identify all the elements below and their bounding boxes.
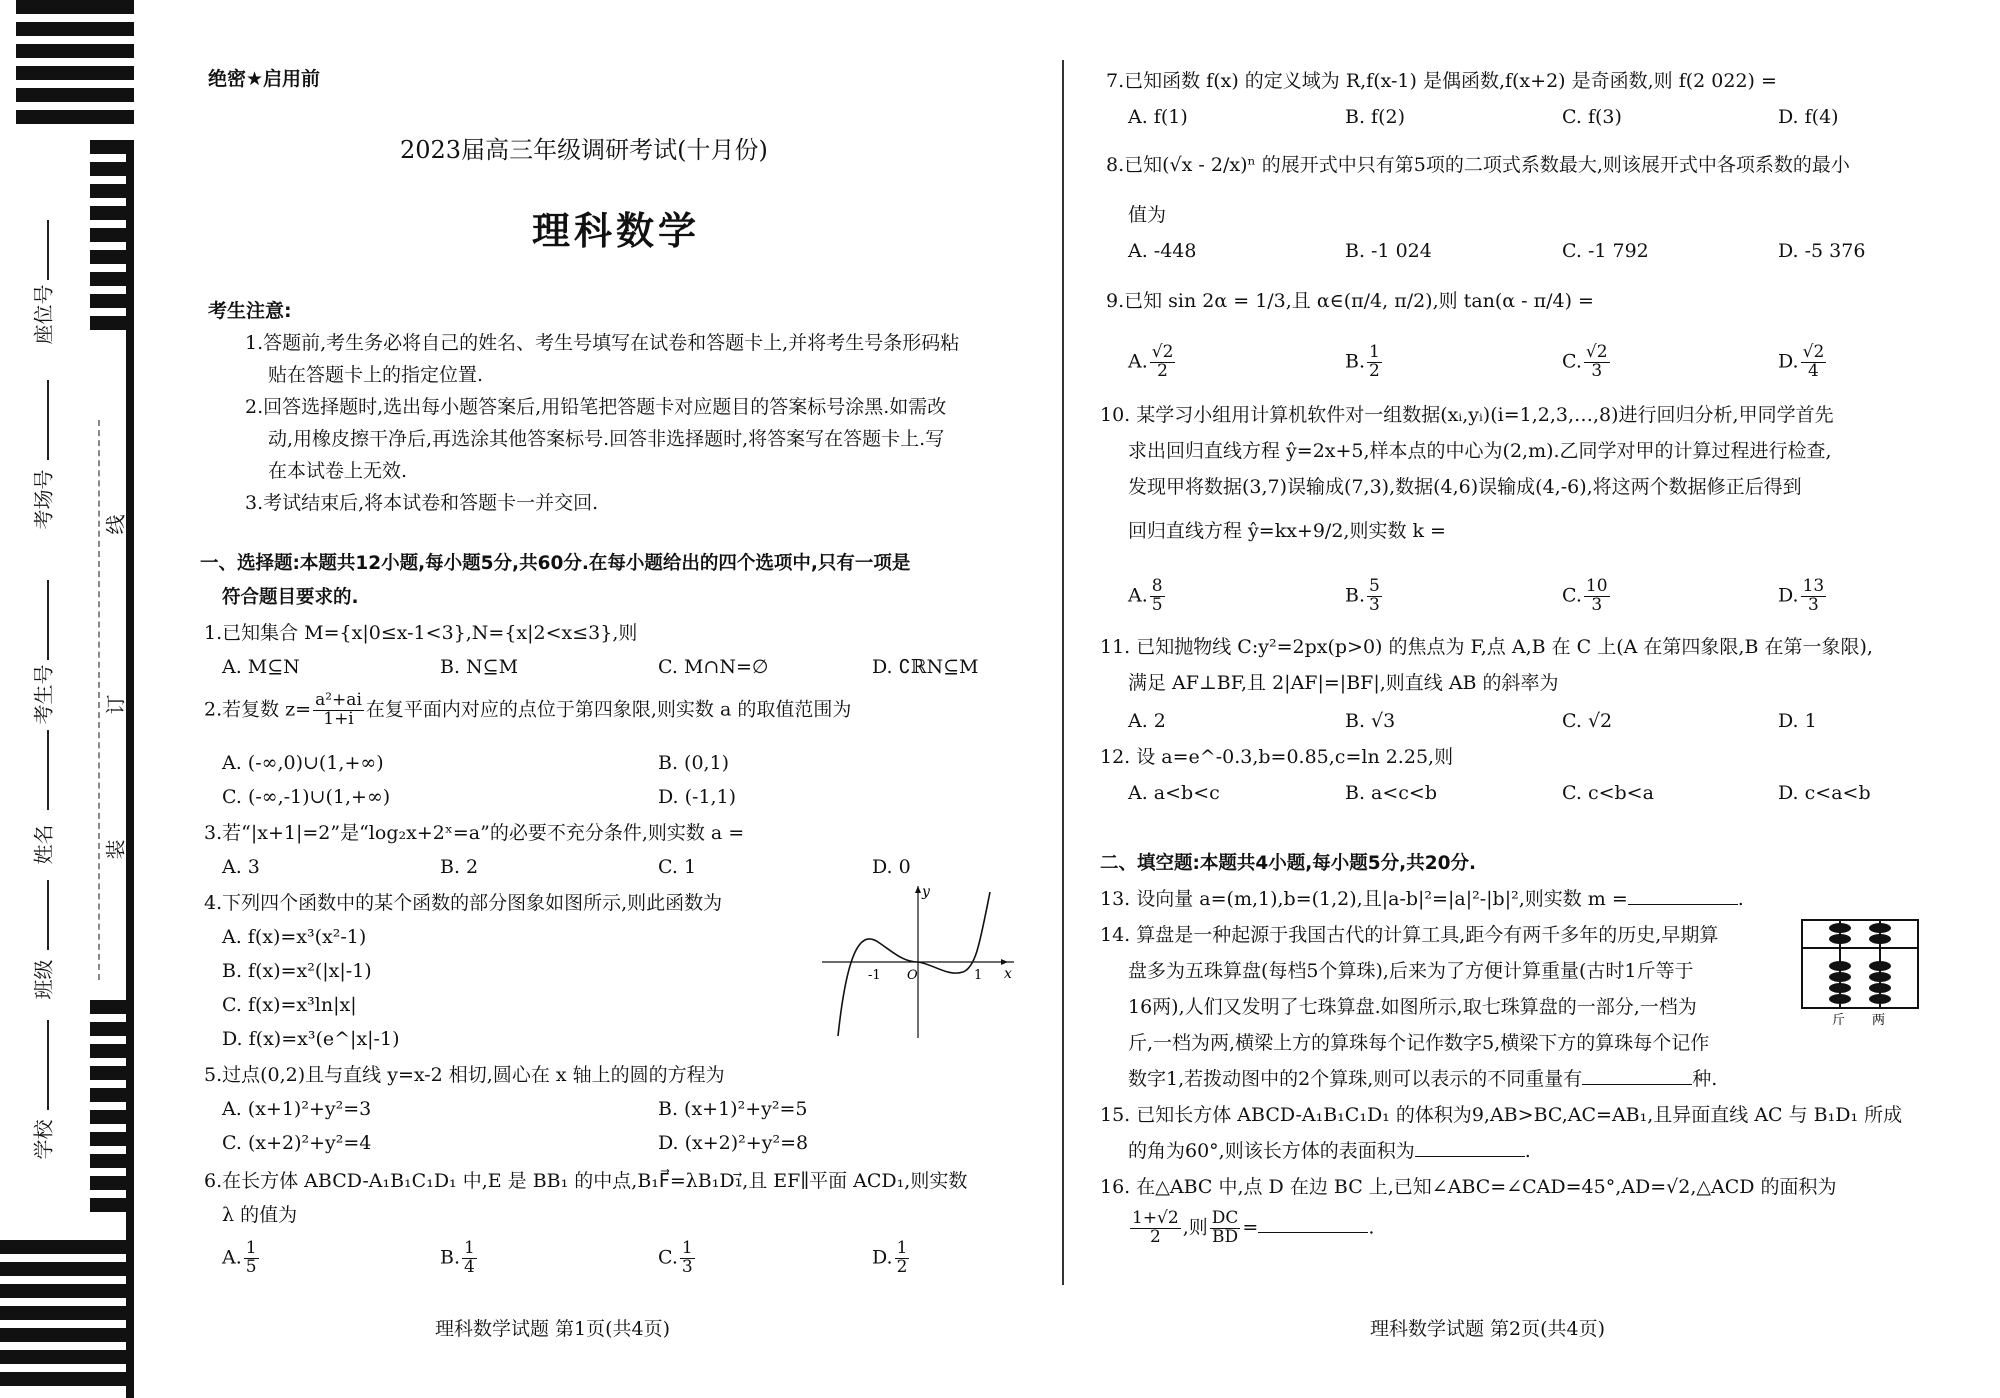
q10-option-a-label: A.: [1128, 584, 1148, 607]
examinee-number-label: 考生号: [31, 664, 56, 725]
q10-option-d-label: D.: [1778, 584, 1799, 607]
abacus-figure: [1800, 918, 1920, 1028]
q8-stem-cont: 值为: [1128, 204, 1167, 226]
abacus-label-jin: 斤: [1832, 1013, 1846, 1028]
notice-line: 动,用橡皮擦干净后,再选涂其他答案标号.回答非选择题时,将答案写在答题卡上.写: [268, 428, 945, 450]
q16-ratio-den: BD: [1212, 1226, 1239, 1247]
q14-tail: 种.: [1692, 1068, 1718, 1090]
q11-option-a: A. 2: [1128, 710, 1166, 732]
q16-area-num: 1+√2: [1132, 1208, 1179, 1228]
q10-option-a-frac: [1150, 578, 1165, 615]
q8-option-d: D. -5 376: [1778, 240, 1866, 262]
q7-option-a: A. f(1): [1128, 106, 1188, 128]
q4-tick-neg: -1: [868, 968, 881, 983]
notice-line: 在本试卷上无效.: [268, 460, 408, 482]
q3-option-b: B. 2: [440, 856, 479, 878]
q6-option-c-frac: [680, 1240, 695, 1277]
q11-option-d: D. 1: [1778, 710, 1817, 732]
q15-stem: 15. 已知长方体 ABCD-A₁B₁C₁D₁ 的体积为9,AB>BC,AC=AB₁,且异面直线 AC 与 B₁D₁ 所成: [1100, 1104, 1903, 1126]
q10-stem-cont: 求出回归直线方程 ŷ=2x+5,样本点的中心为(2,m).乙同学对甲的计算过程进行检查,: [1128, 440, 1832, 462]
left-footer: 理科数学试题 第1页(共4页): [435, 1318, 671, 1340]
q9-option-a-num: √2: [1151, 342, 1174, 362]
q9-option-b-label: B.: [1345, 350, 1366, 373]
q2-fraction: [313, 692, 364, 729]
abacus-bead: [1869, 983, 1891, 993]
q11-option-c: C. √2: [1562, 710, 1613, 732]
q6-stem-cont: λ 的值为: [222, 1204, 298, 1226]
q6-option-a-label: A.: [222, 1246, 242, 1269]
notice-line: 1.答题前,考生务必将自己的姓名、考生号填写在试卷和答题卡上,并将考生号条形码粘: [245, 332, 960, 354]
abacus-bead: [1869, 961, 1891, 971]
q4-y-label: y: [922, 884, 930, 900]
q10-option-d: [1778, 578, 1828, 615]
q16-area-frac: [1130, 1210, 1181, 1247]
q10-stem-cont: 回归直线方程 ŷ=kx+9/2,则实数 k =: [1128, 520, 1446, 542]
q4-origin: O: [907, 968, 918, 983]
q4-option-d: D. f(x)=x³(e^|x|-1): [222, 1028, 400, 1050]
q6-option-b-frac: [462, 1240, 477, 1277]
notice-heading: 考生注意:: [208, 300, 292, 322]
page-divider: [1062, 60, 1064, 1285]
cut-label-ding: 订: [103, 694, 128, 715]
q9-option-b: [1345, 344, 1384, 381]
binding-strip: [0, 0, 135, 1398]
q7-option-c: C. f(3): [1562, 106, 1622, 128]
q1-option-c: C. M∩N=∅: [658, 656, 769, 678]
seat-number-label: 座位号: [31, 284, 56, 345]
q10-option-c-label: C.: [1562, 584, 1582, 607]
q10-option-c: [1562, 578, 1612, 615]
q9-option-a-label: A.: [1128, 350, 1148, 373]
abacus-label-liang: 两: [1872, 1013, 1886, 1028]
q4-option-b: B. f(x)=x²(|x|-1): [222, 960, 372, 982]
q6-option-b-num: 1: [464, 1238, 475, 1258]
cut-label-zhuang: 装: [103, 839, 128, 860]
q16-ratio-num: DC: [1211, 1208, 1239, 1228]
q6-option-d-frac: [895, 1240, 910, 1277]
q10-stem: 10. 某学习小组用计算机软件对一组数据(xᵢ,yᵢ)(i=1,2,3,…,8)进行回归分析,甲同学首先: [1100, 404, 1834, 426]
abacus-frame: [1802, 920, 1918, 1008]
q12-option-d: D. c<a<b: [1778, 782, 1871, 804]
right-page: [1100, 0, 1930, 1398]
q9-stem: 9.已知 sin 2α = 1/3,且 α∈(π/4, π/2),则 tan(α - π/4) =: [1106, 290, 1594, 312]
q10-option-b-label: B.: [1345, 584, 1366, 607]
q15-answer-blank: [1415, 1140, 1525, 1157]
q4-x-label: x: [1004, 966, 1012, 982]
notice-line: 3.考试结束后,将本试卷和答题卡一并交回.: [245, 492, 599, 514]
q9-option-b-den: 2: [1369, 360, 1380, 381]
q5-option-d: D. (x+2)²+y²=8: [658, 1132, 809, 1154]
q4-stem: 4.下列四个函数中的某个函数的部分图象如图所示,则此函数为: [204, 892, 723, 914]
class-label: 班级: [31, 959, 56, 1000]
q12-option-b: B. a<c<b: [1345, 782, 1438, 804]
q8-option-b: B. -1 024: [1345, 240, 1432, 262]
q10-option-c-num: 10: [1585, 576, 1608, 596]
q6-option-c-den: 3: [681, 1256, 693, 1277]
q8-stem: 8.已知(√x - 2/x)ⁿ 的展开式中只有第5项的二项式系数最大,则该展开式中各项系数的最小: [1106, 154, 1850, 176]
q6-stem: 6.在长方体 ABCD-A₁B₁C₁D₁ 中,E 是 BB₁ 的中点,B₁F⃗=λB₁D₁⃗,且 EF∥平面 ACD₁,则实数: [204, 1170, 968, 1192]
q1-option-a: A. M⊆N: [222, 656, 300, 678]
q9-option-c-label: C.: [1562, 350, 1582, 373]
q10-option-a: [1128, 578, 1167, 615]
q2-option-d: D. (-1,1): [658, 786, 737, 808]
q4-option-c: C. f(x)=x³ln|x|: [222, 994, 357, 1016]
q14-text: 数字1,若拨动图中的2个算珠,则可以表示的不同重量有: [1128, 1068, 1583, 1090]
q2-frac-num: a²+ai: [315, 690, 362, 710]
q6-option-a: [222, 1240, 261, 1277]
q15-stem-cont: 的角为60°,则该长方体的表面积为 .: [1128, 1140, 1531, 1162]
q12-option-c: C. c<b<a: [1562, 782, 1654, 804]
abacus-bead: [1869, 994, 1891, 1004]
q4-function-graph: [818, 882, 1018, 1042]
q3-option-d: D. 0: [872, 856, 911, 878]
q6-option-c-label: C.: [658, 1246, 678, 1269]
q16-stem: 16. 在△ABC 中,点 D 在边 BC 上,已知∠ABC=∠CAD=45°,AD=√2,△ACD 的面积为: [1100, 1176, 1837, 1198]
q2-option-b: B. (0,1): [658, 752, 730, 774]
q9-option-a-den: 2: [1157, 360, 1168, 381]
q6-option-d-den: 2: [896, 1256, 908, 1277]
q8-option-a: A. -448: [1128, 240, 1197, 262]
section1-heading: 一、选择题:本题共12小题,每小题5分,共60分.在每小题给出的四个选项中,只有一项是: [200, 553, 911, 574]
secret-mark: 绝密★启用前: [208, 68, 321, 90]
abacus-bead: [1829, 983, 1851, 993]
q5-option-b: B. (x+1)²+y²=5: [658, 1098, 808, 1120]
q11-option-b: B. √3: [1345, 710, 1396, 732]
q9-option-b-num: 1: [1369, 342, 1380, 362]
abacus-bead: [1829, 994, 1851, 1004]
q2-frac-den: 1+i: [323, 708, 354, 729]
q14-answer-blank: [1582, 1068, 1692, 1085]
q9-option-d-den: 4: [1808, 360, 1819, 381]
q7-option-b: B. f(2): [1345, 106, 1405, 128]
q14-stem-cont: 斤,一档为两,横梁上方的算珠每个记作数字5,横梁下方的算珠每个记作: [1128, 1032, 1710, 1054]
q10-stem-cont: 发现甲将数据(3,7)误输成(7,3),数据(4,6)误输成(4,-6),将这两个数据修正后得到: [1128, 476, 1802, 498]
q6-option-a-num: 1: [245, 1238, 257, 1258]
q14-stem-cont: 16两),人们又发明了七珠算盘.如图所示,取七珠算盘的一部分,一档为: [1128, 996, 1697, 1018]
q12-stem: 12. 设 a=e^-0.3,b=0.85,c=ln 2.25,则: [1100, 746, 1454, 768]
abacus-bead: [1869, 972, 1891, 982]
q13-stem: 13. 设向量 a=(m,1),b=(1,2),且|a-b|²=|a|²-|b|²,则实数 m = .: [1100, 888, 1744, 910]
q5-stem: 5.过点(0,2)且与直线 y=x-2 相切,圆心在 x 轴上的圆的方程为: [204, 1064, 725, 1086]
notice-line: 贴在答题卡上的指定位置.: [268, 364, 484, 386]
abacus-bead: [1829, 972, 1851, 982]
q14-stem-cont: 盘多为五珠算盘(每档5个算珠),后来为了方便计算重量(古时1斤等于: [1128, 960, 1694, 982]
q14-stem: 14. 算盘是一种起源于我国古代的计算工具,距今有两千多年的历史,早期算: [1100, 924, 1719, 946]
q1-stem: 1.已知集合 M={x|0≤x-1<3},N={x|2<x≤3},则: [204, 622, 638, 644]
section2-heading: 二、填空题:本题共4小题,每小题5分,共20分.: [1100, 853, 1476, 874]
q9-option-d-frac: [1801, 344, 1827, 381]
q9-option-b-frac: [1367, 344, 1382, 381]
q10-option-b-num: 5: [1369, 576, 1380, 596]
section1-heading-cont: 符合题目要求的.: [222, 587, 359, 608]
q4-option-a: A. f(x)=x³(x²-1): [222, 926, 367, 948]
q2-option-a: A. (-∞,0)∪(1,+∞): [222, 752, 384, 774]
q16-area-den: 2: [1149, 1226, 1161, 1247]
q9-option-a-frac: [1150, 344, 1176, 381]
q10-option-c-frac: [1584, 578, 1610, 615]
subject-title: 理科数学: [532, 209, 701, 253]
abacus-bead: [1829, 961, 1851, 971]
q2-stem-post: 在复平面内对应的点位于第四象限,则实数 a 的取值范围为: [365, 698, 852, 721]
q3-option-c: C. 1: [658, 856, 697, 878]
abacus-bead: [1829, 934, 1851, 944]
school-label: 学校: [31, 1119, 56, 1160]
abacus-bead: [1869, 923, 1891, 933]
name-label: 姓名: [31, 824, 56, 865]
q6-option-d-num: 1: [896, 1238, 908, 1258]
q10-option-d-num: 13: [1802, 576, 1825, 596]
q1-option-b: B. N⊆M: [440, 656, 519, 678]
q9-option-d-num: √2: [1802, 342, 1825, 362]
q9-option-c-frac: [1584, 344, 1610, 381]
q6-option-b-den: 4: [464, 1256, 475, 1277]
exam-title: 2023届高三年级调研考试(十月份): [400, 136, 768, 164]
q9-option-c-num: √2: [1585, 342, 1608, 362]
q10-option-b-den: 3: [1369, 594, 1380, 615]
q9-option-c: [1562, 344, 1612, 381]
q10-option-b-frac: [1367, 578, 1382, 615]
q2-stem: [204, 692, 851, 729]
q9-option-c-den: 3: [1591, 360, 1603, 381]
q6-option-a-frac: [244, 1240, 259, 1277]
q10-option-a-num: 8: [1151, 576, 1163, 596]
q7-option-d: D. f(4): [1778, 106, 1839, 128]
q4-curve: [838, 892, 990, 1036]
q9-option-d: [1778, 344, 1828, 381]
q13-text: 13. 设向量 a=(m,1),b=(1,2),且|a-b|²=|a|²-|b|²,则实数 m =: [1100, 888, 1628, 910]
q16-tail: =: [1242, 1216, 1259, 1239]
q10-option-d-den: 3: [1808, 594, 1819, 615]
q16-mid: ,则: [1182, 1216, 1208, 1239]
q10-option-a-den: 5: [1151, 594, 1163, 615]
q6-option-d-label: D.: [872, 1246, 893, 1269]
q16-stem-cont: $\frac{1+√2}{2}$ ,则 $\frac{DC}{BD}$ = .: [1132, 1208, 1375, 1247]
q14-stem-cont: [1128, 1068, 1717, 1092]
q10-option-b: [1345, 578, 1384, 615]
q2-stem-pre: 2.若复数 z=: [204, 698, 312, 721]
right-footer: 理科数学试题 第2页(共4页): [1370, 1318, 1606, 1340]
q3-stem: 3.若“|x+1|=2”是“log₂x+2ˣ=a”的必要不充分条件,则实数 a =: [204, 822, 745, 844]
q4-tick-pos: 1: [974, 968, 983, 983]
q6-option-b-label: B.: [440, 1246, 461, 1269]
notice-line: 2.回答选择题时,选出每小题答案后,用铅笔把答题卡对应题目的答案标号涂黑.如需改: [245, 396, 947, 418]
q13-answer-blank: [1628, 888, 1738, 905]
q10-option-d-frac: [1801, 578, 1827, 615]
q6-option-b: [440, 1240, 479, 1277]
q1-option-d: D. ∁ℝN⊆M: [872, 656, 979, 678]
abacus-bead: [1829, 923, 1851, 933]
q15-text: 的角为60°,则该长方体的表面积为: [1128, 1140, 1415, 1162]
room-number-label: 考场号: [31, 469, 56, 530]
abacus-bead: [1869, 934, 1891, 944]
q4-y-arrow: [915, 886, 921, 893]
left-page: [200, 0, 1040, 1398]
q16-ratio-frac: [1210, 1210, 1241, 1247]
q11-stem-cont: 满足 AF⊥BF,且 2|AF|=|BF|,则直线 AB 的斜率为: [1128, 672, 1559, 694]
q8-option-c: C. -1 792: [1562, 240, 1649, 262]
cut-label-xian: 线: [103, 514, 128, 535]
q12-option-a: A. a<b<c: [1128, 782, 1220, 804]
q5-option-c: C. (x+2)²+y²=4: [222, 1132, 372, 1154]
q4-x-arrow: [1001, 959, 1008, 965]
q3-option-a: A. 3: [222, 856, 260, 878]
q16-answer-blank: [1258, 1216, 1368, 1233]
q11-stem: 11. 已知抛物线 C:y²=2px(p>0) 的焦点为 F,点 A,B 在 C 上(A 在第四象限,B 在第一象限),: [1100, 636, 1873, 658]
q2-option-c: C. (-∞,-1)∪(1,+∞): [222, 786, 391, 808]
q6-option-a-den: 5: [245, 1256, 257, 1277]
q6-option-d: [872, 1240, 911, 1277]
q6-option-c: [658, 1240, 697, 1277]
q9-option-d-label: D.: [1778, 350, 1799, 373]
q6-option-c-num: 1: [681, 1238, 693, 1258]
q5-option-a: A. (x+1)²+y²=3: [222, 1098, 372, 1120]
q10-option-c-den: 3: [1591, 594, 1603, 615]
q7-stem: 7.已知函数 f(x) 的定义域为 R,f(x-1) 是偶函数,f(x+2) 是奇函数,则 f(2 022) =: [1106, 70, 1777, 92]
q9-option-a: [1128, 344, 1177, 381]
